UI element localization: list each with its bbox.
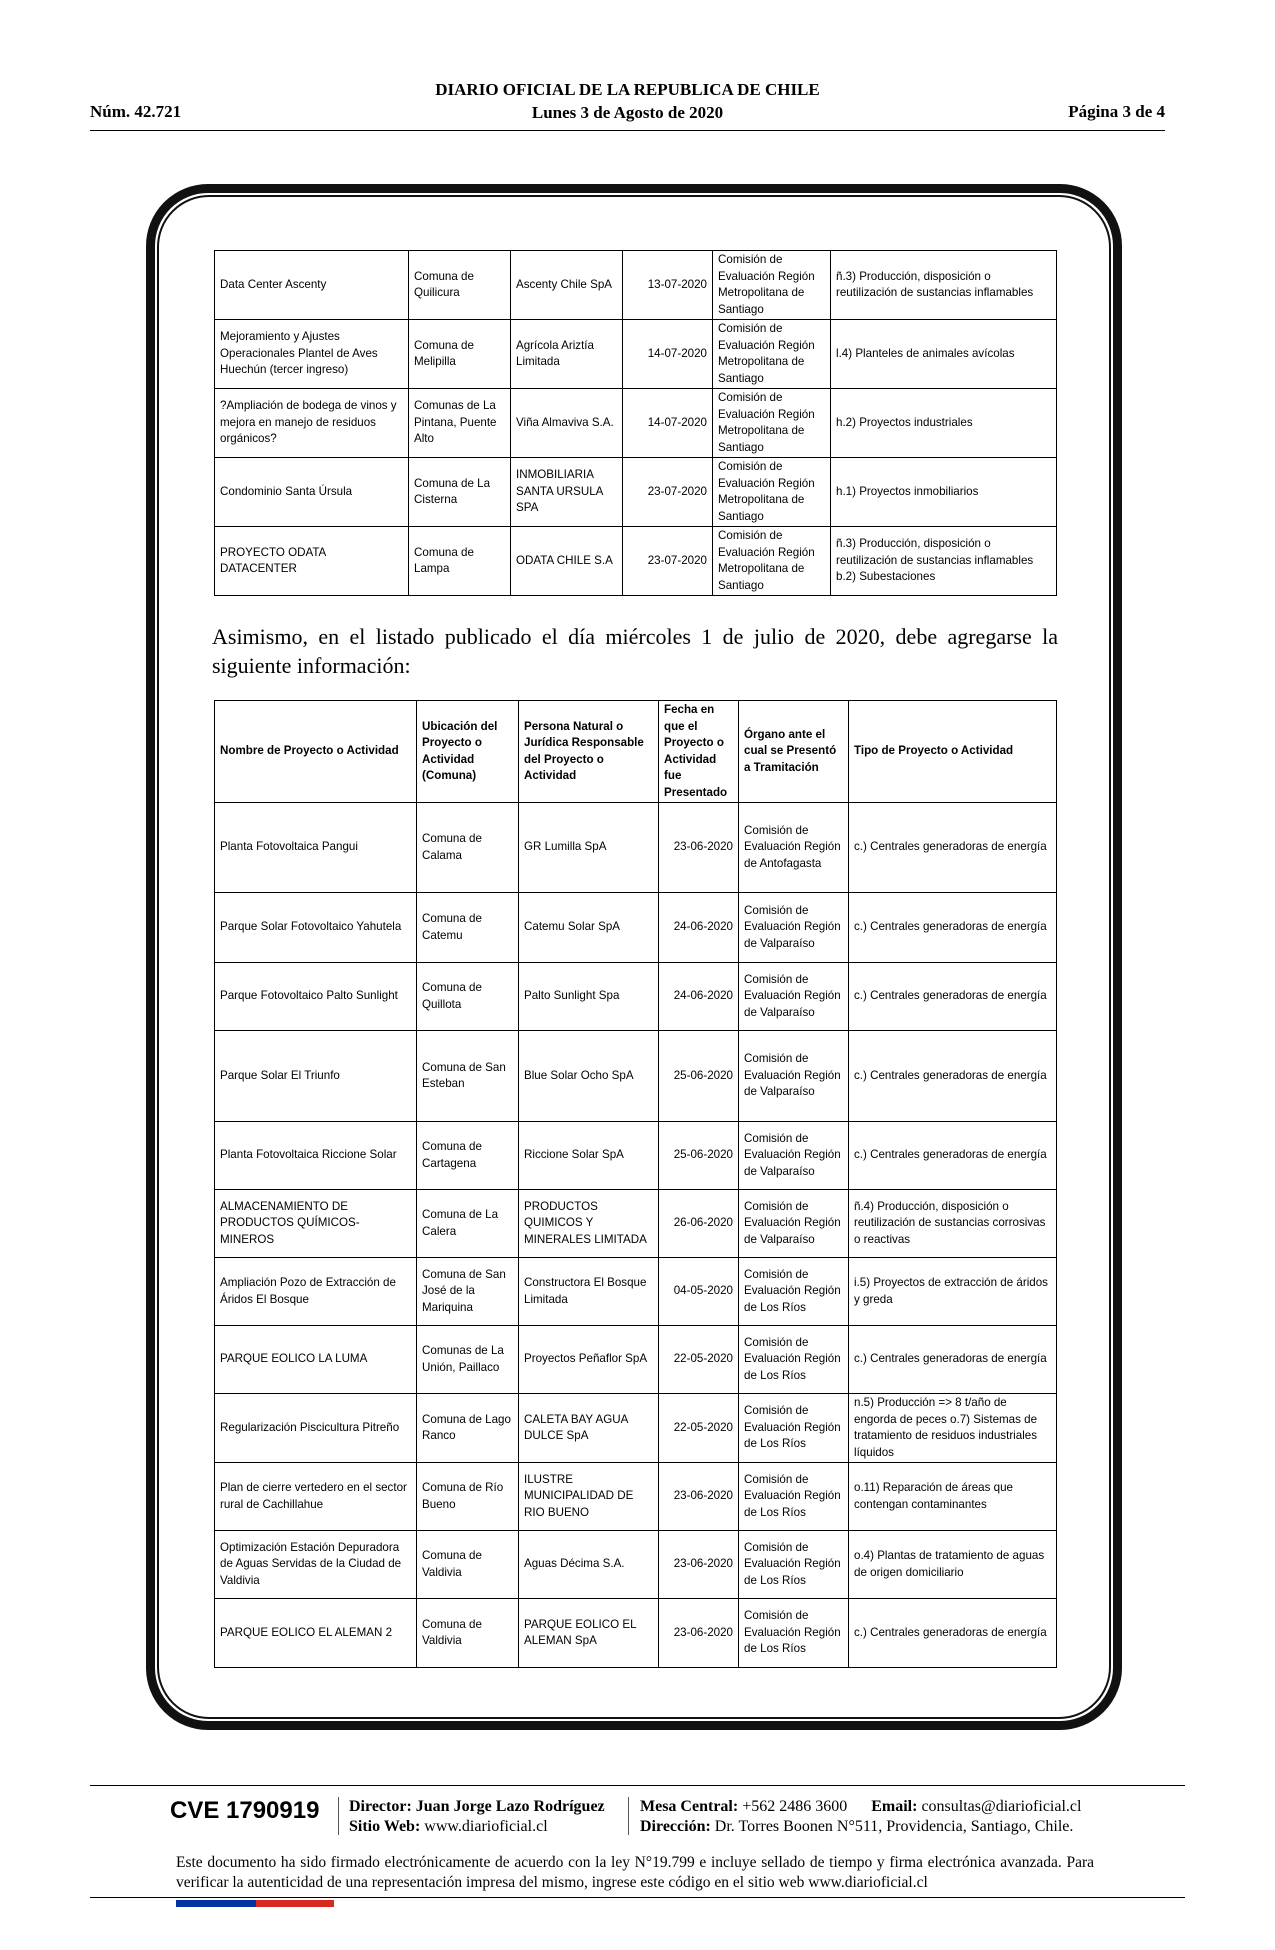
cell-organo: Comisión de Evaluación Región Metropolitana de Santiago [713,251,831,320]
website-label: Sitio Web: [349,1818,421,1835]
table-row [215,963,1057,1031]
cell-organo: Comisión de Evaluación Región de Valparaíso [739,1122,849,1190]
cell-nombre: Data Center Ascenty [215,251,409,320]
cell-organo: Comisión de Evaluación Región de Los Ríos [739,1599,849,1668]
cell-fecha: 22-05-2020 [659,1326,739,1394]
cell-nombre: Condominio Santa Úrsula [215,458,409,527]
cell-persona: Viña Almaviva S.A. [511,389,623,458]
cell-tipo: h.2) Proyectos industriales [831,389,1057,458]
cell-fecha: 14-07-2020 [623,320,713,389]
cell-ubicacion: Comuna de Quilicura [409,251,511,320]
cell-nombre: Parque Solar Fotovoltaico Yahutela [215,893,417,963]
flag-stripe-red [256,1900,334,1907]
page-indicator: Página 3 de 4 [1068,102,1165,121]
cell-organo: Comisión de Evaluación Región de Antofagasta [739,803,849,893]
cell-nombre: PARQUE EOLICO LA LUMA [215,1326,417,1394]
cell-tipo: i.5) Proyectos de extracción de áridos y greda [849,1258,1057,1326]
cell-ubicacion: Comuna de Valdivia [417,1599,519,1668]
table-row [215,251,1057,320]
cell-nombre: Optimización Estación Depuradora de Aguas Servidas de la Ciudad de Valdivia [215,1531,417,1599]
projects-table-added [214,700,1057,1668]
cell-persona: Agrícola Ariztía Limitada [511,320,623,389]
cell-organo: Comisión de Evaluación Región de Valparaíso [739,963,849,1031]
cell-ubicacion: Comuna de Calama [417,803,519,893]
cell-fecha: 23-07-2020 [623,527,713,596]
cell-fecha: 25-06-2020 [659,1122,739,1190]
cell-fecha: 25-06-2020 [659,1031,739,1122]
additional-info-paragraph: Asimismo, en el listado publicado el día miércoles 1 de julio de 2020, debe agregarse la siguiente información: [212,624,1058,678]
cell-ubicacion: Comuna de Río Bueno [417,1463,519,1531]
cell-tipo: c.) Centrales generadoras de energía [849,803,1057,893]
cell-persona: ILUSTRE MUNICIPALIDAD DE RIO BUENO [519,1463,659,1531]
header-organo: Órgano ante el cual se Presentó a Tramitación [739,701,849,803]
cell-nombre: Mejoramiento y Ajustes Operacionales Plantel de Aves Huechún (tercer ingreso) [215,320,409,389]
cell-fecha: 23-06-2020 [659,1599,739,1668]
cell-organo: Comisión de Evaluación Región de Valparaíso [739,893,849,963]
cell-persona: Ascenty Chile SpA [511,251,623,320]
cell-persona: INMOBILIARIA SANTA URSULA SPA [511,458,623,527]
cell-organo: Comisión de Evaluación Región de Los Ríos [739,1531,849,1599]
director-label: Director: [349,1798,412,1815]
table-row [215,320,1057,389]
cell-persona: Aguas Décima S.A. [519,1531,659,1599]
table-row [215,1326,1057,1394]
table-row [215,893,1057,963]
table-row [215,527,1057,596]
table-row [215,1122,1057,1190]
table-row [215,1031,1057,1122]
cell-ubicacion: Comunas de La Unión, Paillaco [417,1326,519,1394]
cell-organo: Comisión de Evaluación Región Metropolitana de Santiago [713,527,831,596]
footer-separator [628,1797,629,1835]
cell-nombre: Planta Fotovoltaica Pangui [215,803,417,893]
cell-fecha: 14-07-2020 [623,389,713,458]
cell-ubicacion: Comuna de Valdivia [417,1531,519,1599]
issue-number: Núm. 42.721 [90,102,182,121]
legal-notice: Este documento ha sido firmado electrónicamente de acuerdo con la ley N°19.799 e incluye sellado de tiempo y firma electrónica avanzada. Para verificar la autenticidad de una representación impresa del mismo, ingrese este código en el sitio web www.diarioficial.cl [176,1854,1094,1891]
cell-fecha: 24-06-2020 [659,893,739,963]
table-row [215,1531,1057,1599]
footer-divider-bottom [90,1897,1185,1898]
cell-organo: Comisión de Evaluación Región de Los Ríos [739,1326,849,1394]
header-center [90,78,1165,124]
footer-divider-top [90,1785,1185,1786]
director-name: Juan Jorge Lazo Rodríguez [415,1798,605,1815]
phone-number: +562 2486 3600 [742,1798,848,1815]
cell-persona: Blue Solar Ocho SpA [519,1031,659,1122]
cell-ubicacion: Comuna de Cartagena [417,1122,519,1190]
cell-nombre: Plan de cierre vertedero en el sector rural de Cachillahue [215,1463,417,1531]
phone-label: Mesa Central: [640,1798,739,1815]
cell-tipo: n.5) Producción => 8 t/año de engorda de peces o.7) Sistemas de tratamiento de residuos industriales líquidos [849,1394,1057,1463]
cell-tipo: o.4) Plantas de tratamiento de aguas de origen domiciliario [849,1531,1057,1599]
page-header [90,78,1165,131]
cell-ubicacion: Comuna de Catemu [417,893,519,963]
cell-nombre: PROYECTO ODATA DATACENTER [215,527,409,596]
cell-tipo: l.4) Planteles de animales avícolas [831,320,1057,389]
cell-fecha: 23-06-2020 [659,1531,739,1599]
cell-fecha: 24-06-2020 [659,963,739,1031]
cell-tipo: ñ.3) Producción, disposición o reutilización de sustancias inflamables b.2) Subestaciones [831,527,1057,596]
projects-table-added-body [215,803,1057,1668]
cell-persona: Catemu Solar SpA [519,893,659,963]
cell-persona: ODATA CHILE S.A [511,527,623,596]
table-row [215,458,1057,527]
issue-date: Lunes 3 de Agosto de 2020 [531,103,724,122]
projects-table-continued [214,250,1057,596]
cell-persona: PARQUE EOLICO EL ALEMAN SpA [519,1599,659,1668]
cell-tipo: c.) Centrales generadoras de energía [849,1122,1057,1190]
cell-ubicacion: Comuna de San Esteban [417,1031,519,1122]
cell-tipo: c.) Centrales generadoras de energía [849,893,1057,963]
website-link[interactable]: www.diarioficial.cl [424,1818,548,1835]
cell-persona: PRODUCTOS QUIMICOS Y MINERALES LIMITADA [519,1190,659,1258]
cell-persona: Riccione Solar SpA [519,1122,659,1190]
email-label: Email: [871,1798,918,1815]
cell-persona: Proyectos Peñaflor SpA [519,1326,659,1394]
cell-organo: Comisión de Evaluación Región de Los Ríos [739,1394,849,1463]
cell-fecha: 23-07-2020 [623,458,713,527]
table-row [215,1599,1057,1668]
cell-nombre: Planta Fotovoltaica Riccione Solar [215,1122,417,1190]
cell-organo: Comisión de Evaluación Región Metropolitana de Santiago [713,320,831,389]
cell-fecha: 04-05-2020 [659,1258,739,1326]
cell-tipo: c.) Centrales generadoras de energía [849,1031,1057,1122]
table-row [215,1190,1057,1258]
cell-tipo: o.11) Reparación de áreas que contengan contaminantes [849,1463,1057,1531]
cell-nombre: ALMACENAMIENTO DE PRODUCTOS QUÍMICOS-MINEROS [215,1190,417,1258]
table-row [215,803,1057,893]
cve-code: CVE 1790919 [170,1797,320,1824]
cell-persona: GR Lumilla SpA [519,803,659,893]
cell-fecha: 22-05-2020 [659,1394,739,1463]
cell-nombre: Regularización Piscicultura Pitreño [215,1394,417,1463]
cell-ubicacion: Comuna de Melipilla [409,320,511,389]
cell-organo: Comisión de Evaluación Región Metropolitana de Santiago [713,389,831,458]
cell-nombre: Parque Solar El Triunfo [215,1031,417,1122]
cell-tipo: c.) Centrales generadoras de energía [849,1599,1057,1668]
footer-contact [640,1797,1081,1837]
cell-organo: Comisión de Evaluación Región de Valparaíso [739,1190,849,1258]
table-row [215,1394,1057,1463]
cell-organo: Comisión de Evaluación Región de Valparaíso [739,1031,849,1122]
cell-nombre: PARQUE EOLICO EL ALEMAN 2 [215,1599,417,1668]
header-persona: Persona Natural o Jurídica Responsable del Proyecto o Actividad [519,701,659,803]
cell-ubicacion: Comuna de La Calera [417,1190,519,1258]
flag-stripe-blue [176,1900,256,1907]
address-label: Dirección: [640,1818,711,1835]
cell-fecha: 23-06-2020 [659,803,739,893]
table-row [215,1463,1057,1531]
cell-tipo: h.1) Proyectos inmobiliarios [831,458,1057,527]
cell-fecha: 26-06-2020 [659,1190,739,1258]
newspaper-title: DIARIO OFICIAL DE LA REPUBLICA DE CHILE [435,80,820,99]
cell-tipo: ñ.4) Producción, disposición o reutilización de sustancias corrosivas o reactivas [849,1190,1057,1258]
header-nombre: Nombre de Proyecto o Actividad [215,701,417,803]
cell-ubicacion: Comuna de La Cisterna [409,458,511,527]
cell-ubicacion: Comuna de Lago Ranco [417,1394,519,1463]
cell-ubicacion: Comunas de La Pintana, Puente Alto [409,389,511,458]
cell-persona: Constructora El Bosque Limitada [519,1258,659,1326]
address: Dr. Torres Boonen N°511, Providencia, Santiago, Chile. [714,1818,1074,1835]
cell-organo: Comisión de Evaluación Región de Los Ríos [739,1258,849,1326]
cell-organo: Comisión de Evaluación Región de Los Ríos [739,1463,849,1531]
header-fecha: Fecha en que el Proyecto o Actividad fue Presentado [659,701,739,803]
email-address[interactable]: consultas@diarioficial.cl [921,1798,1082,1815]
cell-organo: Comisión de Evaluación Región Metropolitana de Santiago [713,458,831,527]
cell-nombre: Ampliación Pozo de Extracción de Áridos El Bosque [215,1258,417,1326]
cell-tipo: c.) Centrales generadoras de energía [849,963,1057,1031]
footer-editorial [349,1797,605,1837]
cell-ubicacion: Comuna de Quillota [417,963,519,1031]
table-row [215,389,1057,458]
cell-nombre: Parque Fotovoltaico Palto Sunlight [215,963,417,1031]
cell-tipo: c.) Centrales generadoras de energía [849,1326,1057,1394]
cell-persona: Palto Sunlight Spa [519,963,659,1031]
cell-ubicacion: Comuna de San José de la Mariquina [417,1258,519,1326]
cell-persona: CALETA BAY AGUA DULCE SpA [519,1394,659,1463]
header-tipo: Tipo de Proyecto o Actividad [849,701,1057,803]
cell-fecha: 23-06-2020 [659,1463,739,1531]
cell-nombre: ?Ampliación de bodega de vinos y mejora en manejo de residuos orgánicos? [215,389,409,458]
projects-table-continued-body [215,251,1057,596]
cell-ubicacion: Comuna de Lampa [409,527,511,596]
table-row [215,1258,1057,1326]
cell-tipo: ñ.3) Producción, disposición o reutilización de sustancias inflamables [831,251,1057,320]
cell-fecha: 13-07-2020 [623,251,713,320]
footer-separator [338,1797,339,1835]
header-ubicacion: Ubicación del Proyecto o Actividad (Comuna) [417,701,519,803]
table-header-row [215,701,1057,803]
